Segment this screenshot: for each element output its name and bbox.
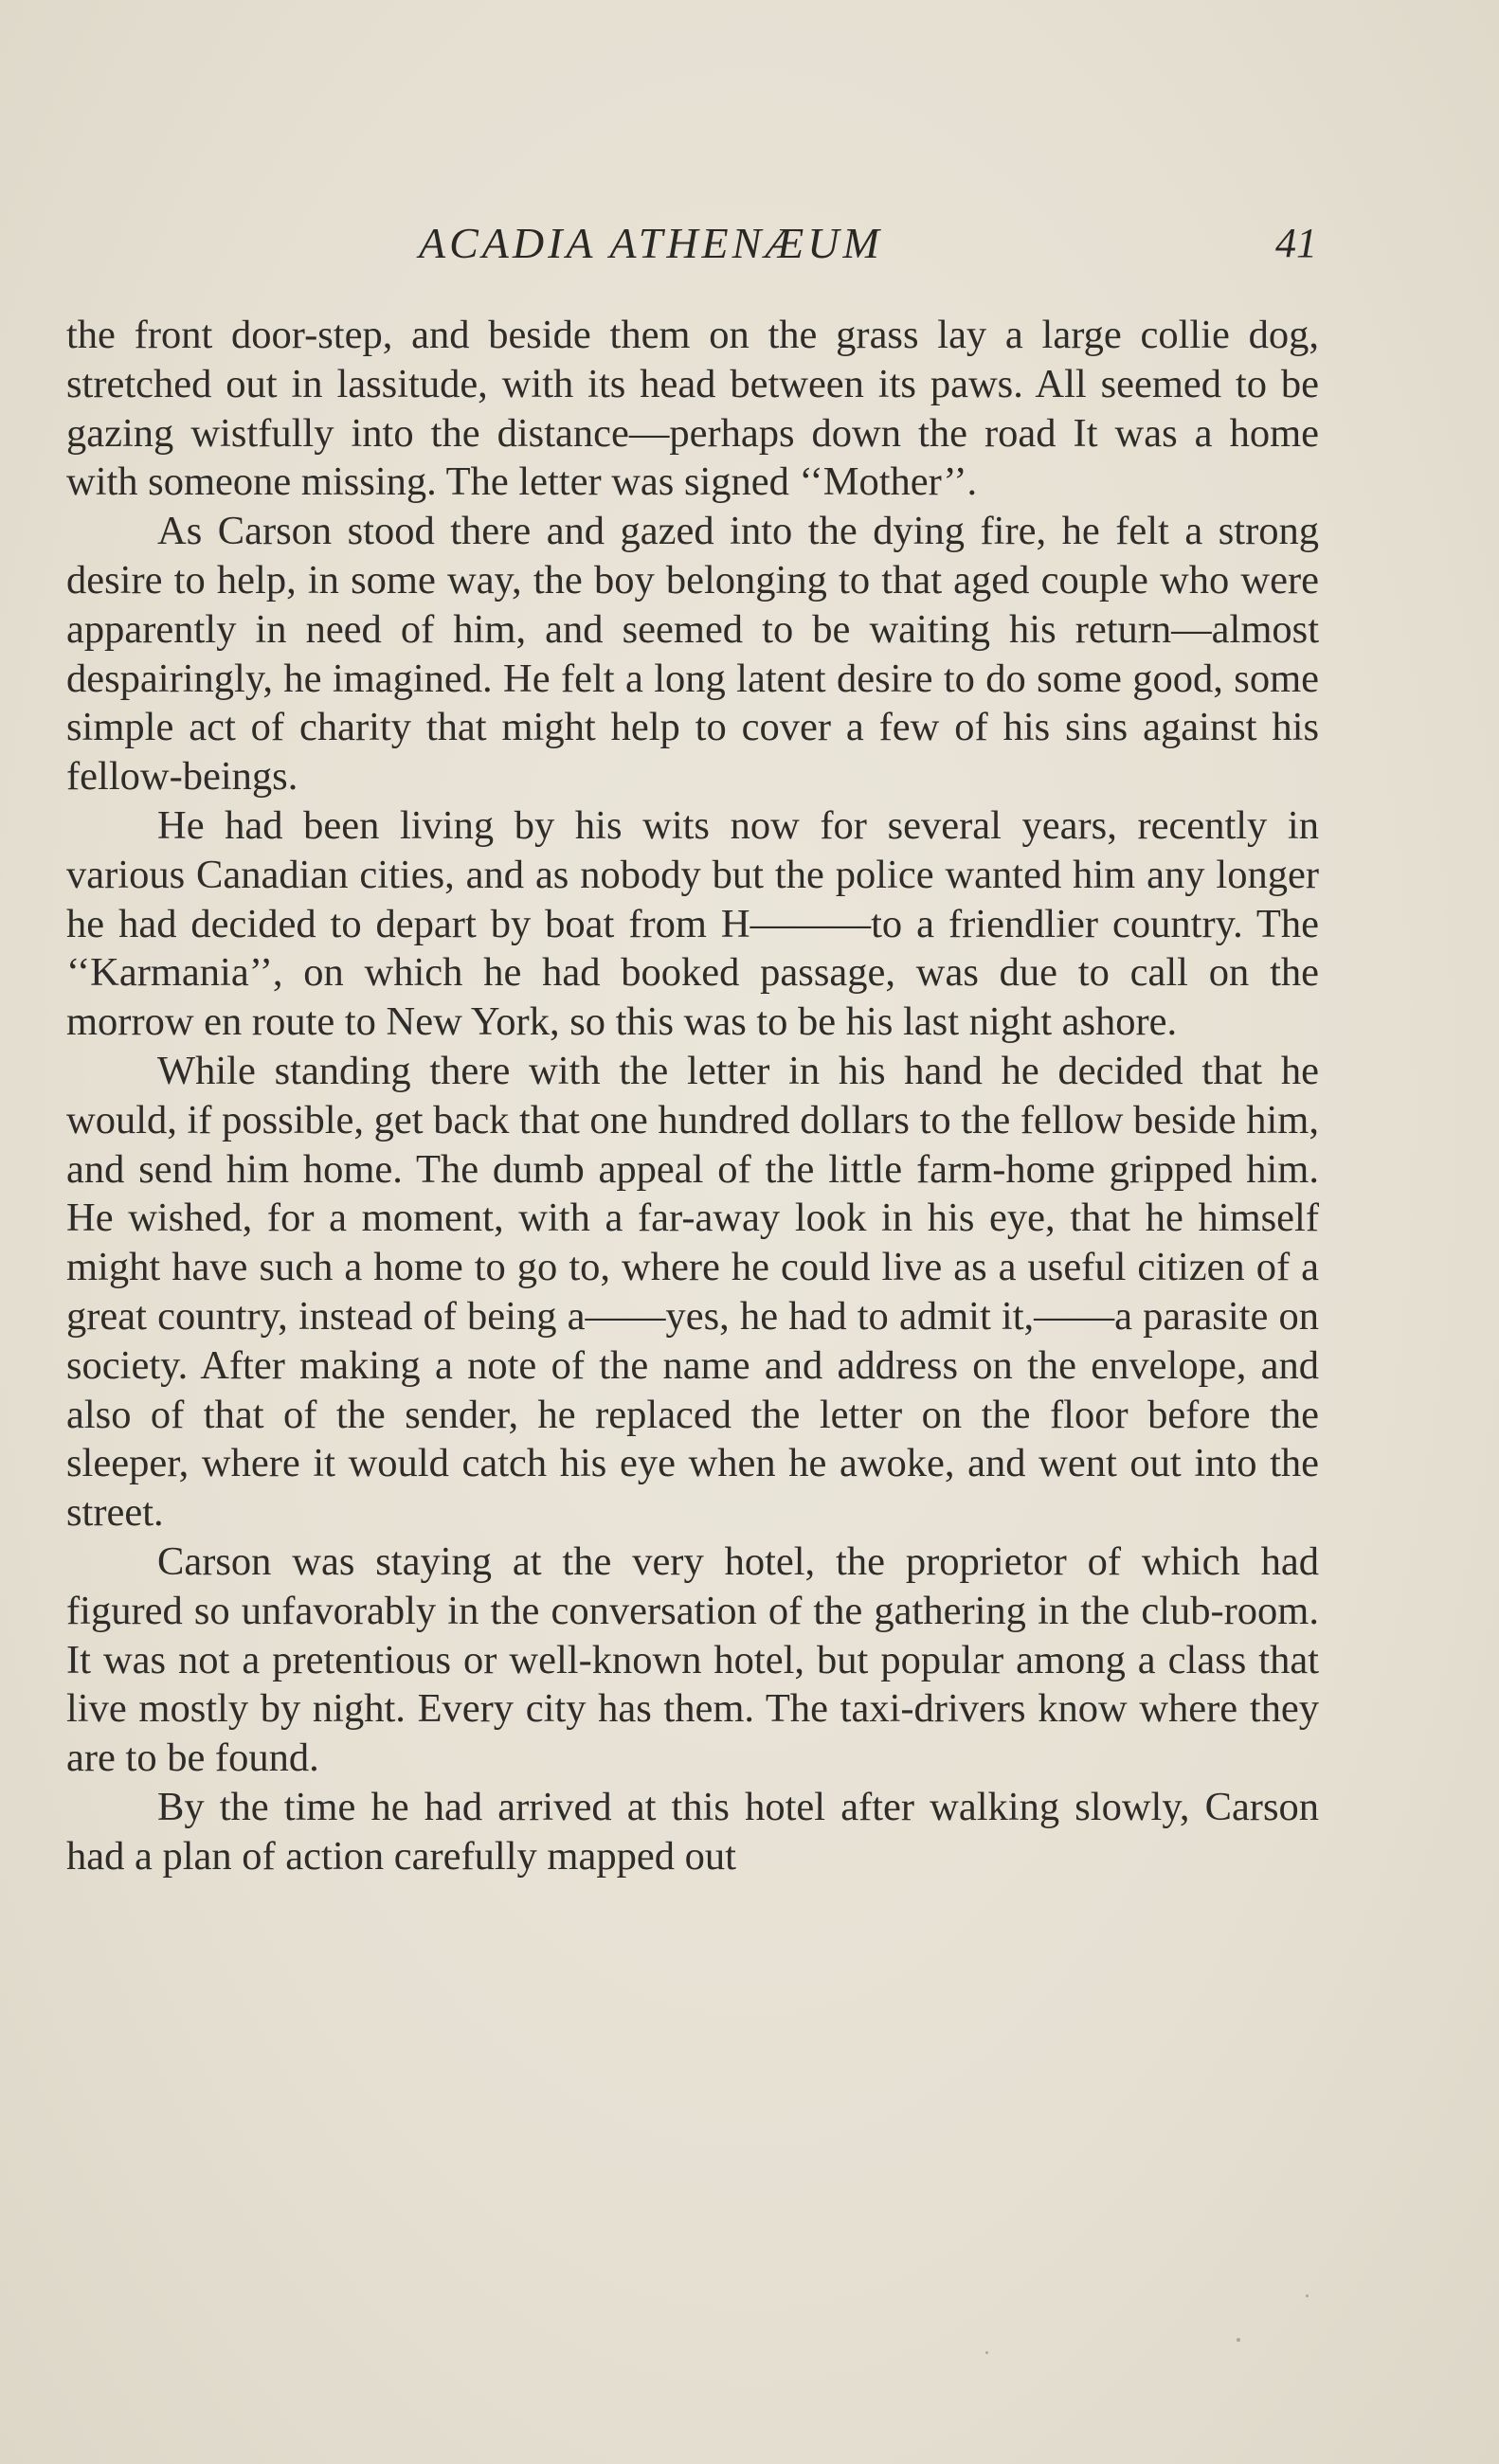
paragraph: Carson was staying at the very hotel, the proprietor of which had figured so unfavorably in the conversation of the gathering in the club-room. It was not a pretentious or well-known hotel, but popular among a class that live mostly by night. Every city has them. The taxi-drivers know where they are to be found. xyxy=(66,1538,1319,1781)
journal-title: ACADIA ATHENÆUM xyxy=(419,219,883,267)
paragraph-continued: the front door-step, and beside them on the grass lay a large collie dog, stretched out in lassitude, with its head between its paws. All seemed to be gazing wistfully into the distance—perhaps down the road It was a home with someone missing. The letter was signed ‘‘Mother’’. xyxy=(66,313,1319,505)
page-number: 41 xyxy=(1275,220,1317,266)
paragraph: As Carson stood there and gazed into the dying fire, he felt a strong desire to help, in some way, the boy belonging to that aged couple who were apparently in need of him, and seemed to be waiting his return—almost despairingly, he imagined. He felt a long latent desire to do some good, some simple act of charity that might help to cover a few of his sins against his fellow-beings. xyxy=(66,509,1319,800)
paper-speck xyxy=(1237,2338,1240,2342)
paragraph: While standing there with the letter in his hand he decided that he would, if possible, get back that one hundred dollars to the fellow beside him, and send him home. The dumb appeal of the little farm-home gripped him. He wished, for a moment, with a far-away look in his eye, that he himself might have such a home to go to, where he could live as a useful citizen of a great country, instead of being a——yes, he had to admit it,——a parasite on society. After making a note of the name and address on the envelope, and also of that of the sender, he replaced the letter on the floor before the sleeper, where it would catch his eye when he awoke, and went out into the street. xyxy=(66,1048,1319,1536)
paper-speck xyxy=(985,2351,988,2354)
paragraph: By the time he had arrived at this hotel after walking slowly, Carson had a plan of action carefully mapped out xyxy=(66,1784,1319,1879)
running-head xyxy=(66,210,1317,277)
paragraph: He had been living by his wits now for several years, recently in various Canadian cities, and as nobody but the police wanted him any longer he had decided to depart by boat from H———to a friendlier country. The ‘‘Karmania’’, on which he had booked passage, was due to call on the morrow en route to New York, so this was to be his last night ashore. xyxy=(66,802,1319,1045)
paper-speck xyxy=(1306,2294,1309,2297)
body-text xyxy=(66,311,1319,1881)
